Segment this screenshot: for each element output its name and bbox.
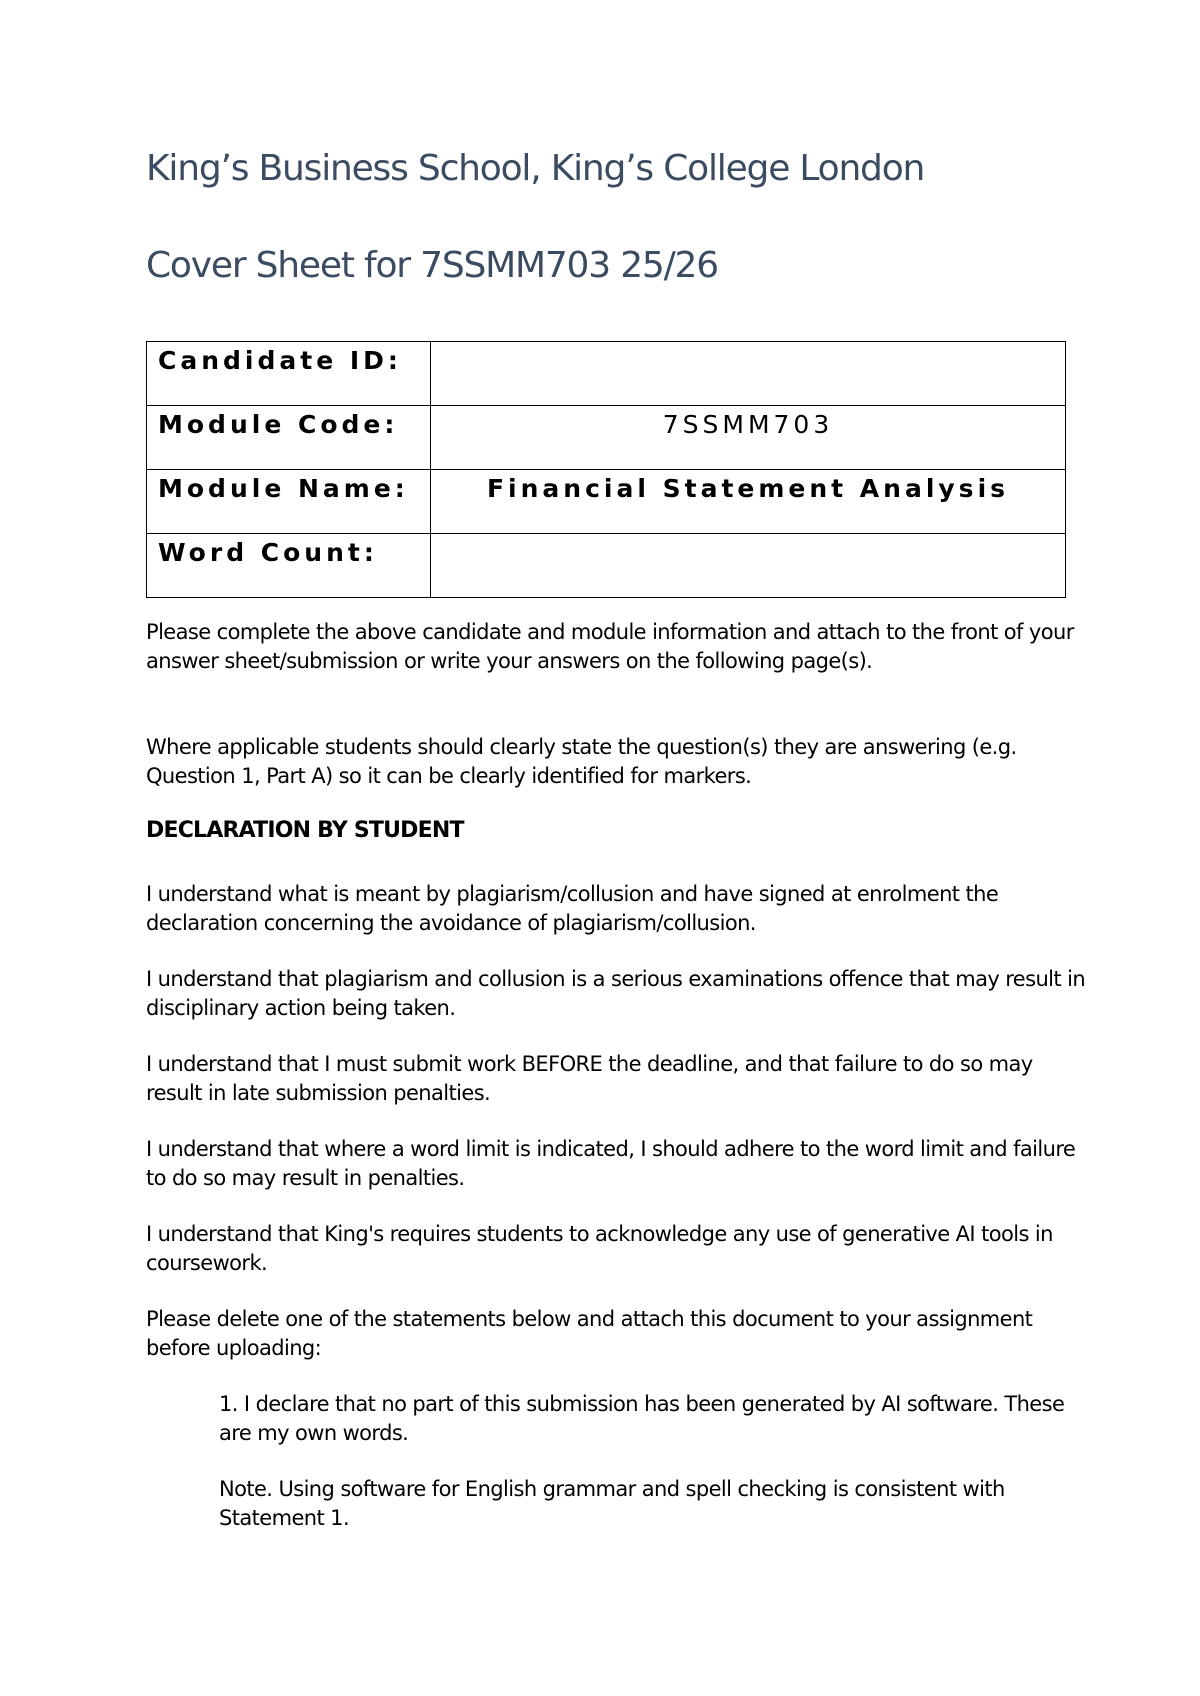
ai-statement-1: 1. I declare that no part of this submission has been generated by AI software. These are my own words. [219, 1392, 1065, 1445]
candidate-id-field[interactable] [431, 342, 1066, 406]
cover-sheet-title: Cover Sheet for 7SSMM703 25/26 [146, 245, 718, 286]
word-count-field[interactable] [431, 534, 1066, 598]
table-row [147, 534, 1066, 598]
declaration-instruction: Please delete one of the statements below and attach this document to your assignment before uploading: [146, 1307, 1033, 1360]
declaration-item: I understand what is meant by plagiarism/collusion and have signed at enrolment the declaration concerning the avoidance of plagiarism/collusion. [146, 882, 999, 935]
instruction-paragraph-1: Please complete the above candidate and module information and attach to the front of your answer sheet/submission or write your answers on the following page(s). [146, 620, 1074, 673]
declaration-heading: DECLARATION BY STUDENT [146, 818, 464, 843]
word-count-label: Word Count: [147, 534, 431, 598]
candidate-id-label: Candidate ID: [147, 342, 431, 406]
declaration-item: I understand that where a word limit is indicated, I should adhere to the word limit and failure to do so may result in penalties. [146, 1137, 1076, 1190]
cover-info-table [146, 341, 1066, 598]
ai-note: Note. Using software for English grammar and spell checking is consistent with Statement 1. [219, 1477, 1005, 1530]
module-code-value: 7SSMM703 [431, 406, 1066, 470]
module-name-label: Module Name: [147, 470, 431, 534]
table-row [147, 406, 1066, 470]
module-code-label: Module Code: [147, 406, 431, 470]
table-row [147, 470, 1066, 534]
table-row [147, 342, 1066, 406]
module-name-value: Financial Statement Analysis [431, 470, 1066, 534]
instruction-paragraph-2: Where applicable students should clearly state the question(s) they are answering (e.g. Question 1, Part A) so it can be clearly identified for markers. [146, 735, 1017, 788]
declaration-item: I understand that King's requires students to acknowledge any use of generative AI tools in coursework. [146, 1222, 1053, 1275]
declaration-item: I understand that plagiarism and collusion is a serious examinations offence that may result in disciplinary action being taken. [146, 967, 1086, 1020]
declaration-item: I understand that I must submit work BEFORE the deadline, and that failure to do so may result in late submission penalties. [146, 1052, 1033, 1105]
institution-title: King’s Business School, King’s College London [146, 148, 925, 189]
